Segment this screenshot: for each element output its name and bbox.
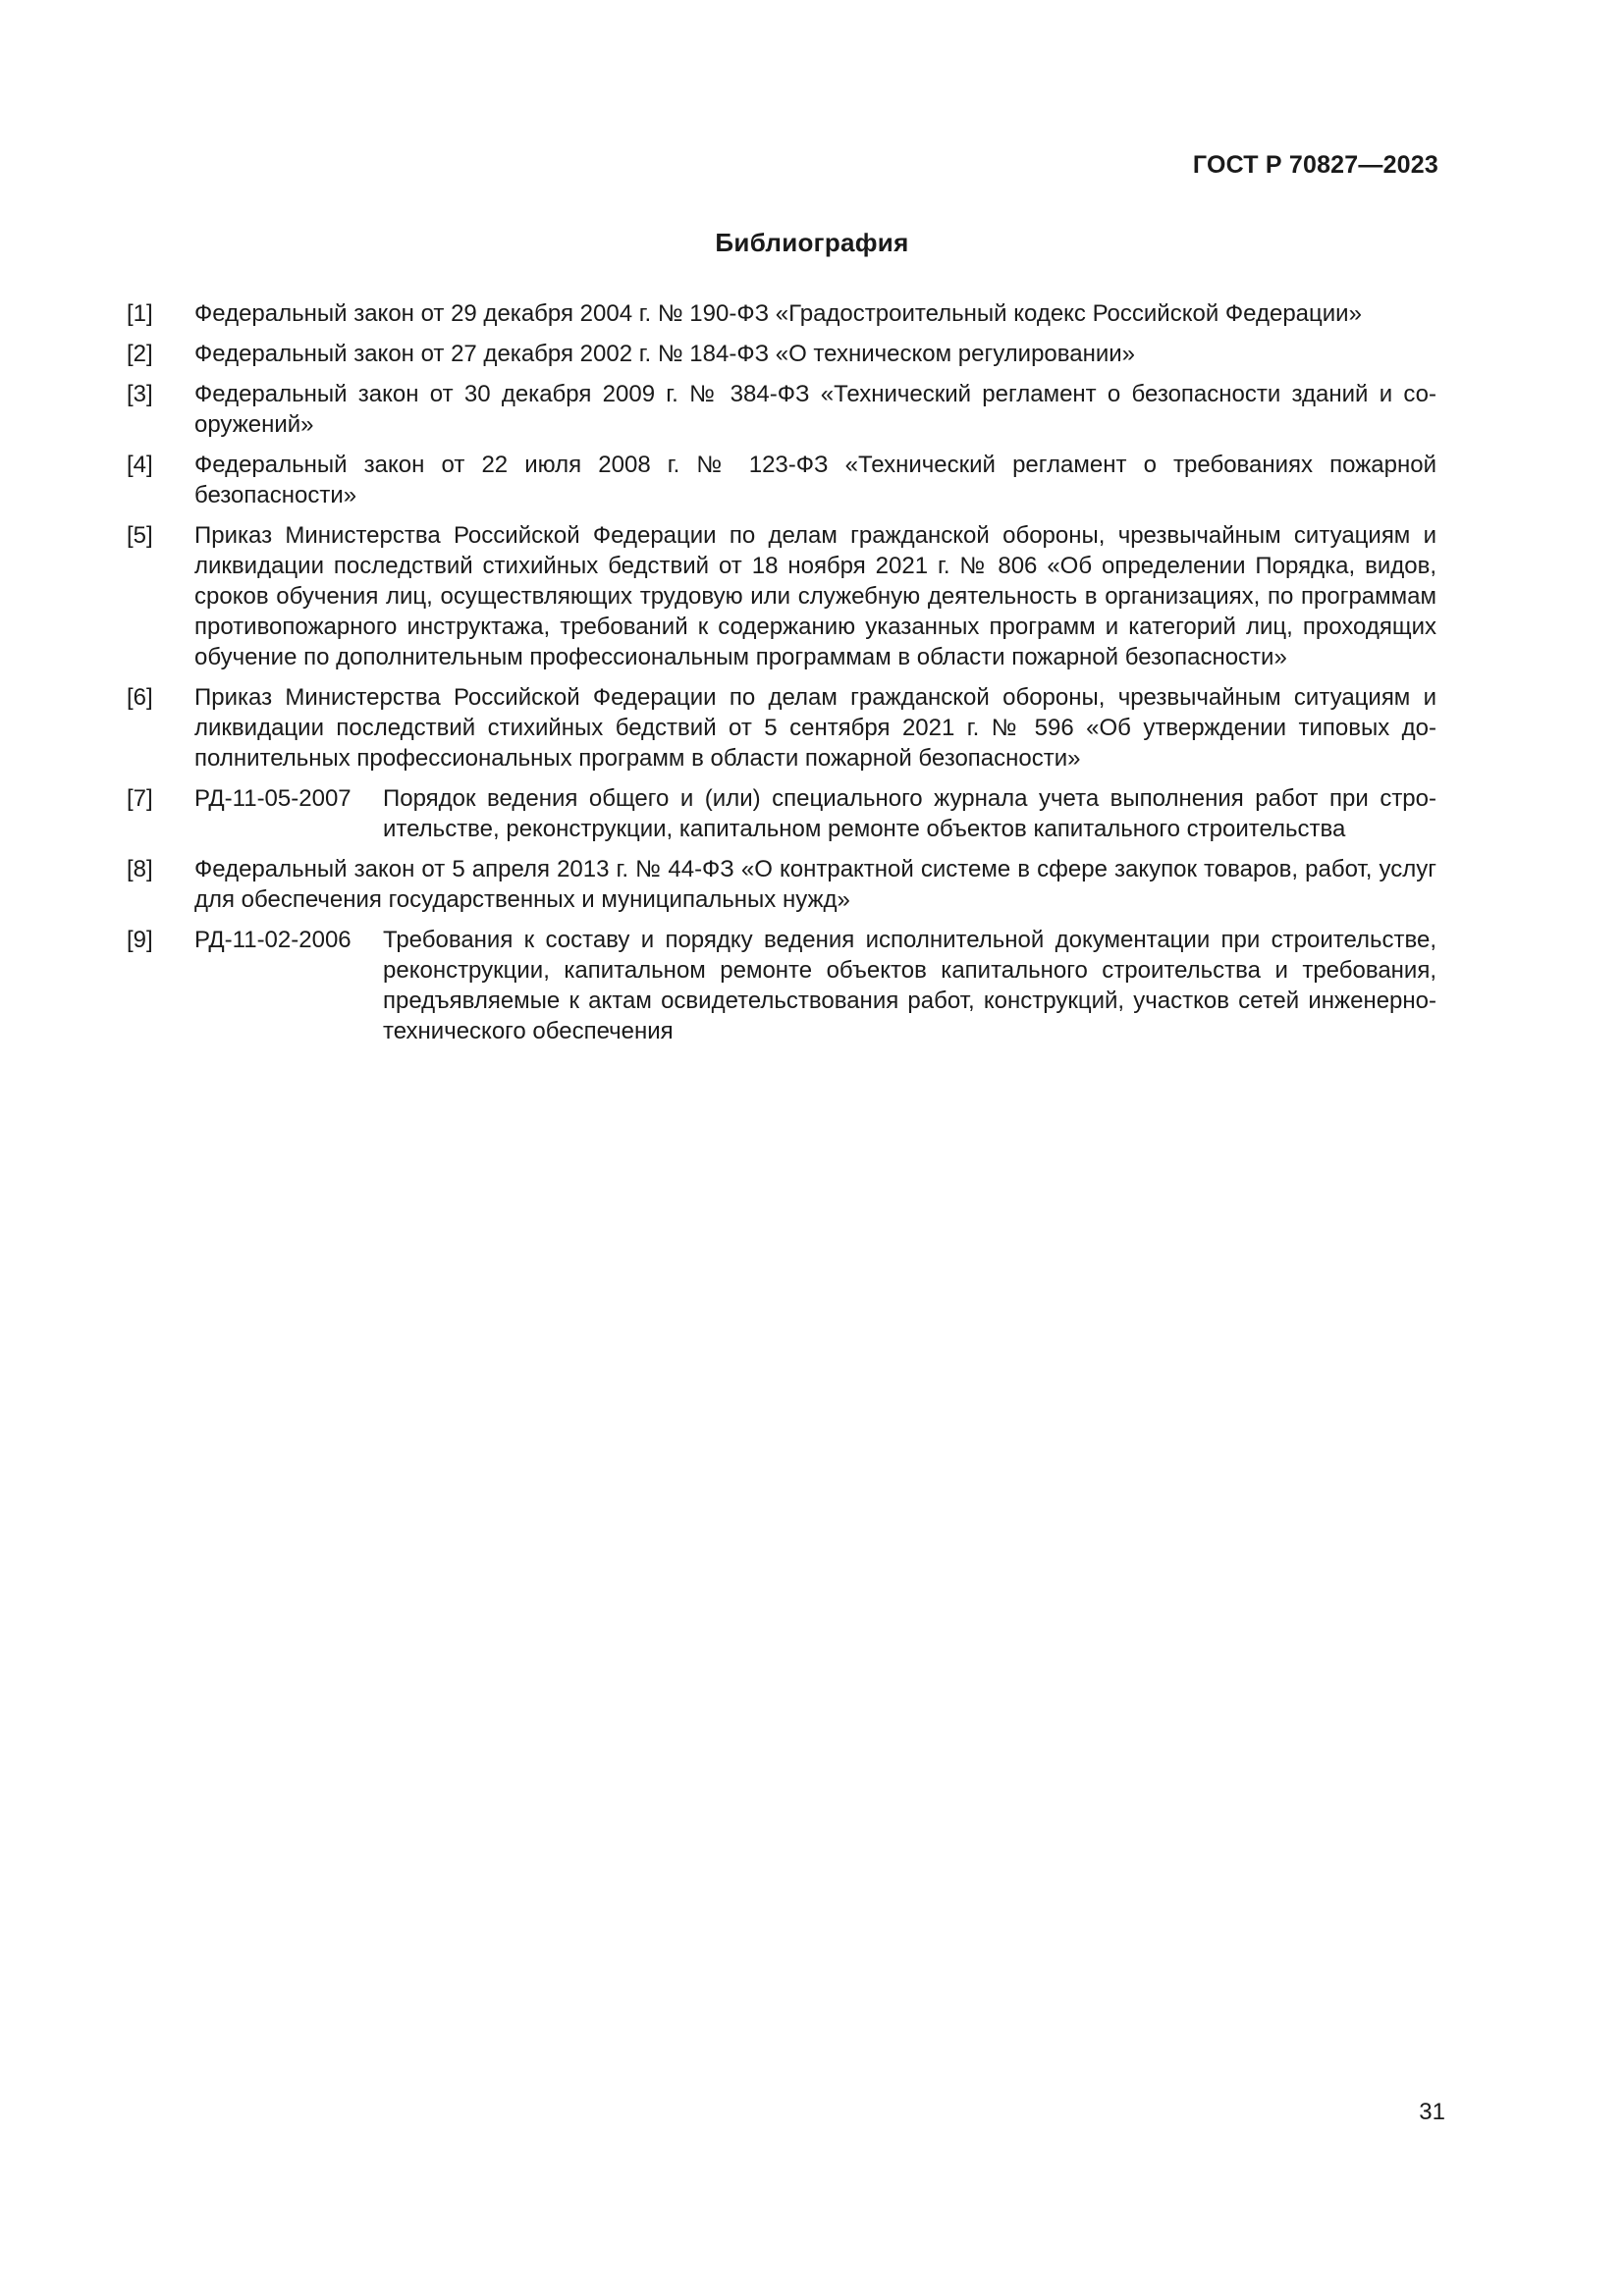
entry-text: Федеральный закон от 29 декабря 2004 г. № 190-ФЗ «Градостроительный кодекс Российской Федерации» xyxy=(194,300,1362,327)
bibliography-entry xyxy=(127,298,1436,329)
entry-number: [2] xyxy=(127,341,153,367)
entry-number: [7] xyxy=(127,785,153,812)
bibliography-entry xyxy=(127,682,1436,774)
entry-number: [8] xyxy=(127,856,153,882)
entry-number: [5] xyxy=(127,522,153,549)
entry-text: Федеральный закон от 5 апреля 2013 г. № 44-ФЗ «О контрактной системе в сфере закупок товаров, работ, услуг для обеспечения государственных и муниципальных нужд» xyxy=(194,856,1436,913)
entry-code: РД-11-05-2007 xyxy=(194,785,352,812)
bibliography-entry xyxy=(127,520,1436,672)
entry-text: Приказ Министерства Российской Федерации по делам гражданской обороны, чрезвычайным ситуациям и ликвидации последствий стихийных бедствий от 5 сентября 2021 г. № 596 «Об утверждении типовых дополнительных профессиональных программ в области пожарной безопасности» xyxy=(194,684,1436,772)
entry-text: Порядок ведения общего и (или) специального журнала учета выполнения работ при строительстве, реконструкции, капитальном ремонте объектов капитального строительства xyxy=(383,785,1436,842)
entry-code: РД-11-02-2006 xyxy=(194,927,352,953)
page-number: 31 xyxy=(1419,2099,1445,2125)
entry-text: Требования к составу и порядку ведения исполнительной документации при строительстве, реконструкции, капитальном ремонте объектов капитального строительства и требования, предъявляемые к актам освидетельствования работ, конструкций, участков сетей инженерно-технического обеспечения xyxy=(383,927,1436,1044)
bibliography-list xyxy=(127,298,1436,1056)
bibliography-title: Библиография xyxy=(715,228,909,257)
entry-number: [3] xyxy=(127,381,153,407)
entry-text: Федеральный закон от 27 декабря 2002 г. № 184-ФЗ «О техническом регулировании» xyxy=(194,341,1136,367)
bibliography-entry xyxy=(127,450,1436,510)
entry-number: [9] xyxy=(127,927,153,953)
document-code: ГОСТ Р 70827—2023 xyxy=(1192,151,1438,179)
bibliography-entry xyxy=(127,854,1436,915)
bibliography-entry xyxy=(127,339,1436,369)
bibliography-entry xyxy=(127,783,1436,844)
entry-number: [1] xyxy=(127,300,153,327)
bibliography-entry xyxy=(127,379,1436,440)
entry-text: Федеральный закон от 30 декабря 2009 г. № 384-ФЗ «Технический регламент о безопасности зданий и сооружений» xyxy=(194,381,1436,438)
entry-number: [4] xyxy=(127,452,153,478)
entry-text: Федеральный закон от 22 июля 2008 г. № 123-ФЗ «Технический регламент о требованиях пожарной безопасности» xyxy=(194,452,1436,508)
entry-text: Приказ Министерства Российской Федерации по делам гражданской обороны, чрезвычайным ситуациям и ликвидации последствий стихийных бедствий от 18 ноября 2021 г. № 806 «Об определении Порядка, видов, сроков обучения лиц, осуществляющих трудовую или служебную деятельность в организациях, по программам противопожарного инструктажа, требований к содержанию указанных программ и категорий лиц, проходящих обучение по дополнительным профессиональным программам в области пожарной безопасности» xyxy=(194,522,1436,670)
entry-number: [6] xyxy=(127,684,153,711)
bibliography-entry xyxy=(127,925,1436,1046)
